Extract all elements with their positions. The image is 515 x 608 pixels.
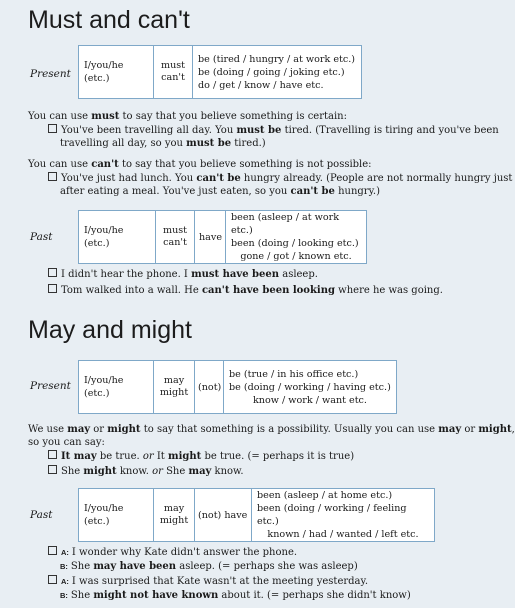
subject-cell [79,46,154,98]
dialogue-line-4 [60,589,411,602]
subject-cell [79,489,154,541]
label-present: Present [30,68,71,80]
keyword: can't be [290,186,335,197]
label-past: Past [30,509,53,521]
may-past-table [78,488,435,542]
neg-not: (not) [198,381,222,393]
text: after eating a meal. You've just eaten, so you [60,186,291,197]
modal-might: might [159,515,189,526]
checkbox-icon [48,546,57,555]
may-present-table [78,360,397,414]
modal-may: may [163,503,185,514]
text: tired. (Travelling is tiring and you've been [281,125,499,136]
speaker: A: [61,548,69,557]
dialogue-line-1 [48,546,297,559]
keyword: may have been [93,561,177,572]
form-line: been (doing / looking etc.) [231,238,359,249]
text: I didn't hear the phone. I [61,269,192,280]
text: know. [211,466,244,477]
text: It [153,451,168,462]
forms-cell [252,489,434,541]
intro-may-2 [28,436,105,449]
intro-cant [28,158,372,171]
section-title-may: May and might [28,316,192,344]
example-past-1 [48,268,318,281]
subject-cell [79,211,156,263]
modal-cant: can't [163,237,187,248]
forms-cell [224,361,396,413]
keyword: might not have known [93,590,219,601]
speaker: B: [60,562,68,571]
keyword: It may [61,451,97,462]
checkbox-icon [48,268,57,277]
text: , [511,424,515,435]
form-line: be (doing / going / joking etc.) [198,66,345,78]
neg-not-have: (not) have [198,509,248,521]
modal-cell [156,211,195,263]
checkbox-icon [48,575,57,584]
text: or [90,424,108,435]
checkbox-icon [48,124,57,133]
or: or [142,451,154,462]
example-may-1 [48,450,354,463]
text: so you can say: [28,437,105,448]
form-line: gone / got / known etc. [240,251,352,262]
subject: I/you/he (etc.) [84,375,124,399]
forms-cell [193,46,361,98]
text: hungry already. (People are not normally hungry just [240,173,513,184]
must-present-table [78,45,362,99]
forms-cell [226,211,366,263]
example-may-2 [48,465,244,478]
keyword: must [91,111,120,122]
keyword: may [438,424,462,435]
keyword: must have been [191,269,280,280]
subject-cell [79,361,154,413]
text: to say that you believe something is certain: [119,111,347,122]
or: or [152,466,163,477]
example-cant-1-cont [60,185,380,198]
form-line: known / had / wanted / left etc. [267,529,419,540]
example-past-2 [48,284,443,297]
text: travelling all day, so you [60,138,187,149]
text: about it. (= perhaps she didn't know) [218,590,411,601]
aux-have: have [199,231,222,243]
form-line: know / work / want etc. [252,394,367,406]
aux-cell [195,211,226,263]
form-line: been (asleep / at work etc.) [231,212,340,236]
text: hungry.) [334,186,380,197]
text: She [162,466,189,477]
text: Tom walked into a wall. He [61,285,202,296]
text: I was surprised that Kate wasn't at the meeting yesterday. [71,576,369,587]
speaker: A: [61,577,69,586]
form-line: been (asleep / at home etc.) [257,490,393,501]
text: tired.) [231,138,266,149]
section-title-must: Must and can't [28,6,190,34]
text: She [70,590,94,601]
speaker: B: [60,591,68,600]
text: She [70,561,94,572]
checkbox-icon [48,172,57,181]
checkbox-icon [48,450,57,459]
label-present: Present [30,380,71,392]
keyword: might [107,424,141,435]
text: asleep. (= perhaps she was asleep) [176,561,358,572]
form-line: do / get / know / have etc. [198,79,324,91]
dialogue-line-2 [60,560,358,573]
subject: I/you/he (etc.) [84,503,124,527]
keyword: may [67,424,91,435]
form-line: be (doing / working / having etc.) [229,381,391,393]
text: to say that something is a possibility. Usually you can use [140,424,439,435]
keyword: must be [186,138,232,149]
keyword: can't have been looking [201,285,335,296]
keyword: can't [91,159,119,170]
modal-might: might [159,387,189,398]
keyword: might [478,424,512,435]
form-line: be (tired / hungry / at work etc.) [198,53,356,65]
must-past-table [78,210,367,264]
intro-may-1 [28,423,515,436]
text: to say that you believe something is not possible: [118,159,372,170]
subject: I/you/he (etc.) [84,225,124,249]
dialogue-line-3 [48,575,368,588]
keyword: might [83,466,117,477]
modal-must: must [162,225,188,236]
checkbox-icon [48,465,57,474]
text: be true. (= perhaps it is true) [201,451,355,462]
text: You've been travelling all day. You [61,125,237,136]
example-cant-1 [48,172,512,185]
label-past: Past [30,231,53,243]
example-must-1-cont [60,137,266,150]
keyword: can't be [196,173,241,184]
example-must-1 [48,124,499,137]
text: or [461,424,479,435]
form-line: be (true / in his office etc.) [229,368,359,380]
modal-cell [154,489,195,541]
text: know. [116,466,153,477]
text: I wonder why Kate didn't answer the phone. [71,547,298,558]
text: You've just had lunch. You [61,173,197,184]
text: asleep. [279,269,318,280]
modal-may: may [163,375,185,386]
modal-cell [154,46,193,98]
text: She [61,466,84,477]
checkbox-icon [48,284,57,293]
text: where he was going. [334,285,443,296]
modal-cant: can't [161,72,185,83]
text: You can use [28,111,92,122]
keyword: might [168,451,202,462]
text: You can use [28,159,92,170]
keyword: may [188,466,212,477]
keyword: must be [236,125,282,136]
subject: I/you/he (etc.) [84,60,124,84]
form-line: been (doing / working / feeling etc.) [257,503,407,527]
neg-cell [195,489,252,541]
modal-must: must [160,60,186,71]
text: We use [28,424,68,435]
modal-cell [154,361,195,413]
intro-must [28,110,347,123]
text: be true. [96,451,143,462]
neg-cell [195,361,224,413]
